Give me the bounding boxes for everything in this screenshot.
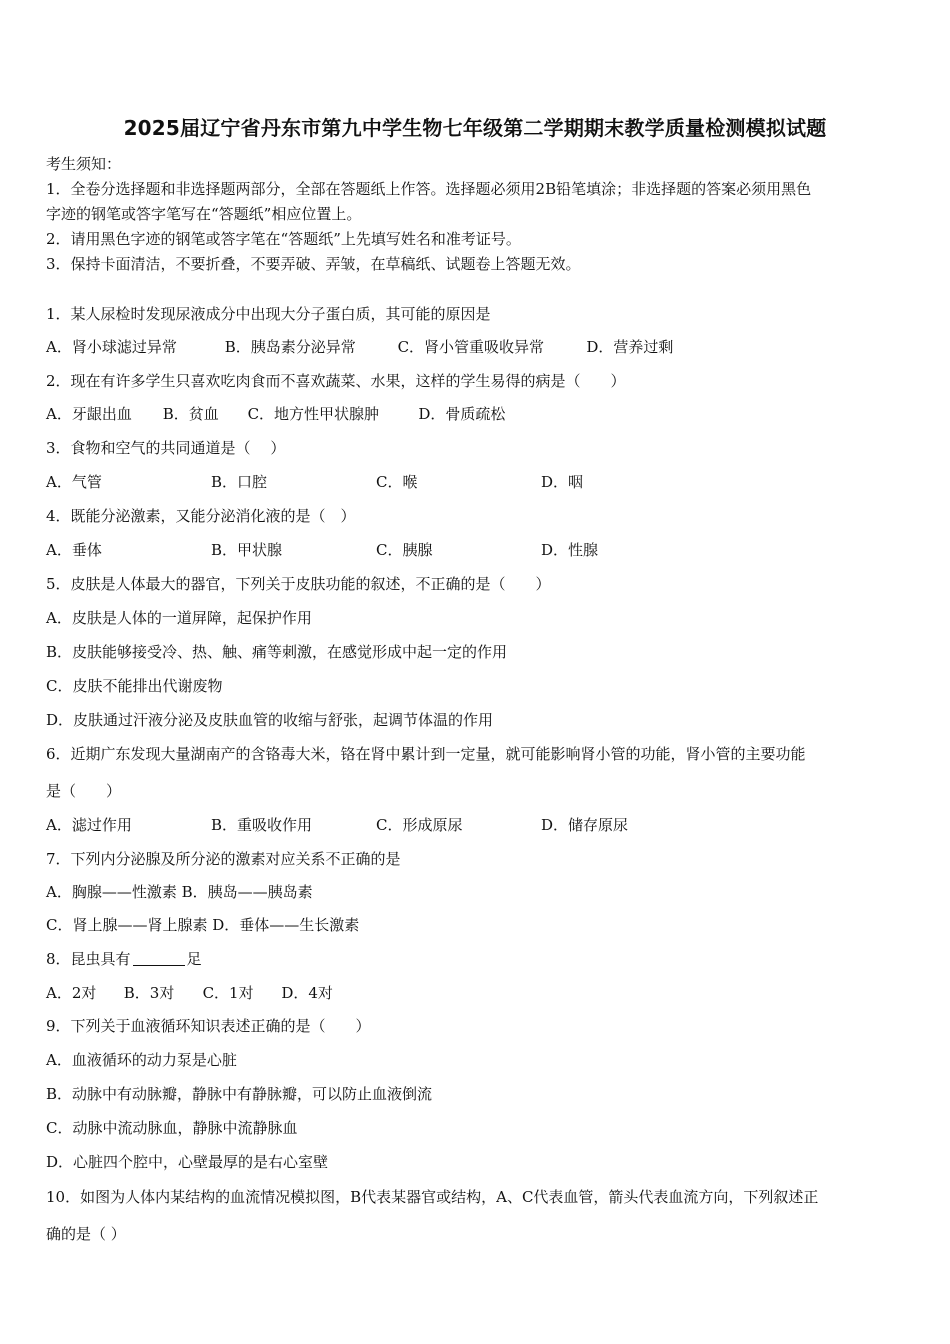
option-a[interactable]: A．滤过作用	[46, 816, 132, 834]
question-3-options	[46, 471, 706, 492]
option-a[interactable]: A．肾小球滤过异常	[46, 338, 177, 356]
option-b[interactable]: B．重吸收作用	[211, 816, 313, 834]
question-4-options	[46, 539, 706, 560]
option-d[interactable]: D．营养过剩	[586, 338, 674, 356]
option-c[interactable]: C．肾小管重吸收异常	[397, 338, 545, 356]
question-9-stem: 9．下列关于血液循环知识表述正确的是（ ）	[46, 1017, 371, 1035]
option-a[interactable]: A．垂体	[46, 541, 102, 559]
option-d[interactable]: D．骨质疏松	[418, 405, 506, 423]
option-a[interactable]: A．血液循环的动力泵是心脏	[46, 1051, 237, 1069]
question-5-stem: 5．皮肤是人体最大的器官，下列关于皮肤功能的叙述，不正确的是（ ）	[46, 575, 551, 593]
option-c[interactable]: C．形成原尿	[376, 816, 463, 834]
option-c[interactable]: C．胰腺	[376, 541, 433, 559]
page-title: 2025届辽宁省丹东市第九中学生物七年级第二学期期末教学质量检测模拟试题	[123, 116, 827, 140]
option-d[interactable]: D．4对	[281, 984, 333, 1002]
option-c[interactable]: C．1对	[202, 984, 254, 1002]
option-b[interactable]: B．胰岛素分泌异常	[224, 338, 356, 356]
option-c[interactable]: C．皮肤不能排出代谢废物	[46, 677, 223, 695]
question-10-stem: 10．如图为人体内某结构的血流情况模拟图，B代表某器官或结构，A、C代表血管，箭头代表血流方向，下列叙述正	[46, 1188, 819, 1206]
question-6-stem: 6．近期广东发现大量湖南产的含铬毒大米，铬在肾中累计到一定量，就可能影响肾小管的功能，肾小管的主要功能	[46, 745, 806, 763]
option-b[interactable]: B．甲状腺	[211, 541, 283, 559]
question-7-stem: 7．下列内分泌腺及所分泌的激素对应关系不正确的是	[46, 850, 401, 868]
option-d[interactable]: D．心脏四个腔中，心壁最厚的是右心室壁	[46, 1153, 329, 1171]
question-10-stem-continued: 确的是（ ）	[46, 1225, 126, 1243]
option-b[interactable]: B．皮肤能够接受冷、热、触、痛等刺激，在感觉形成中起一定的作用	[46, 643, 508, 661]
option-c[interactable]: C．喉	[376, 473, 418, 491]
question-2-stem: 2．现在有许多学生只喜欢吃肉食而不喜欢蔬菜、水果，这样的学生易得的病是（ ）	[46, 372, 626, 390]
option-d[interactable]: D．储存原尿	[541, 816, 629, 834]
question-1-stem: 1．某人尿检时发现尿液成分中出现大分子蛋白质，其可能的原因是	[46, 305, 491, 323]
option-b[interactable]: B．贫血	[162, 405, 219, 423]
question-7-options-row[interactable]: A．胸腺——性激素 B．胰岛——胰岛素	[46, 883, 313, 901]
option-a[interactable]: A．2对	[46, 984, 97, 1002]
option-a[interactable]: A．气管	[46, 473, 102, 491]
notice-item: 字迹的钢笔或答字笔写在“答题纸”相应位置上。	[46, 205, 362, 223]
notice-item: 2．请用黑色字迹的钢笔或答字笔在“答题纸”上先填写姓名和准考证号。	[46, 230, 521, 248]
option-a[interactable]: A．皮肤是人体的一道屏障，起保护作用	[46, 609, 312, 627]
question-8-options	[46, 982, 333, 1003]
notice-item: 3．保持卡面清洁，不要折叠，不要弄破、弄皱，在草稿纸、试题卷上答题无效。	[46, 255, 581, 273]
question-3-stem: 3．食物和空气的共同通道是（ ）	[46, 439, 286, 457]
notice-item: 1．全卷分选择题和非选择题两部分，全部在答题纸上作答。选择题必须用2B铅笔填涂；非选择题的答案必须用黑色	[46, 180, 812, 198]
option-b[interactable]: B．3对	[123, 984, 175, 1002]
question-6-options	[46, 814, 706, 835]
question-7-options-row[interactable]: C．肾上腺——肾上腺素 D．垂体——生长激素	[46, 916, 360, 934]
option-c[interactable]: C．动脉中流动脉血，静脉中流静脉血	[46, 1119, 298, 1137]
question-1-options	[46, 336, 673, 357]
question-4-stem: 4．既能分泌激素，又能分泌消化液的是（ ）	[46, 507, 356, 525]
option-d[interactable]: D．皮肤通过汗液分泌及皮肤血管的收缩与舒张，起调节体温的作用	[46, 711, 494, 729]
question-8-stem-before: 8．昆虫具有	[46, 950, 131, 968]
notice-heading: 考生须知：	[46, 155, 122, 173]
question-8-stem-after: 足	[186, 950, 202, 968]
option-d[interactable]: D．性腺	[541, 541, 599, 559]
option-b[interactable]: B．动脉中有动脉瓣，静脉中有静脉瓣，可以防止血液倒流	[46, 1085, 433, 1103]
question-8-stem	[46, 948, 202, 969]
option-b[interactable]: B．口腔	[211, 473, 268, 491]
answer-blank	[133, 951, 185, 966]
option-a[interactable]: A．牙龈出血	[46, 405, 132, 423]
option-c[interactable]: C．地方性甲状腺肿	[247, 405, 380, 423]
question-6-stem-continued: 是（ ）	[46, 782, 122, 800]
question-2-options	[46, 403, 505, 424]
option-d[interactable]: D．咽	[541, 473, 584, 491]
